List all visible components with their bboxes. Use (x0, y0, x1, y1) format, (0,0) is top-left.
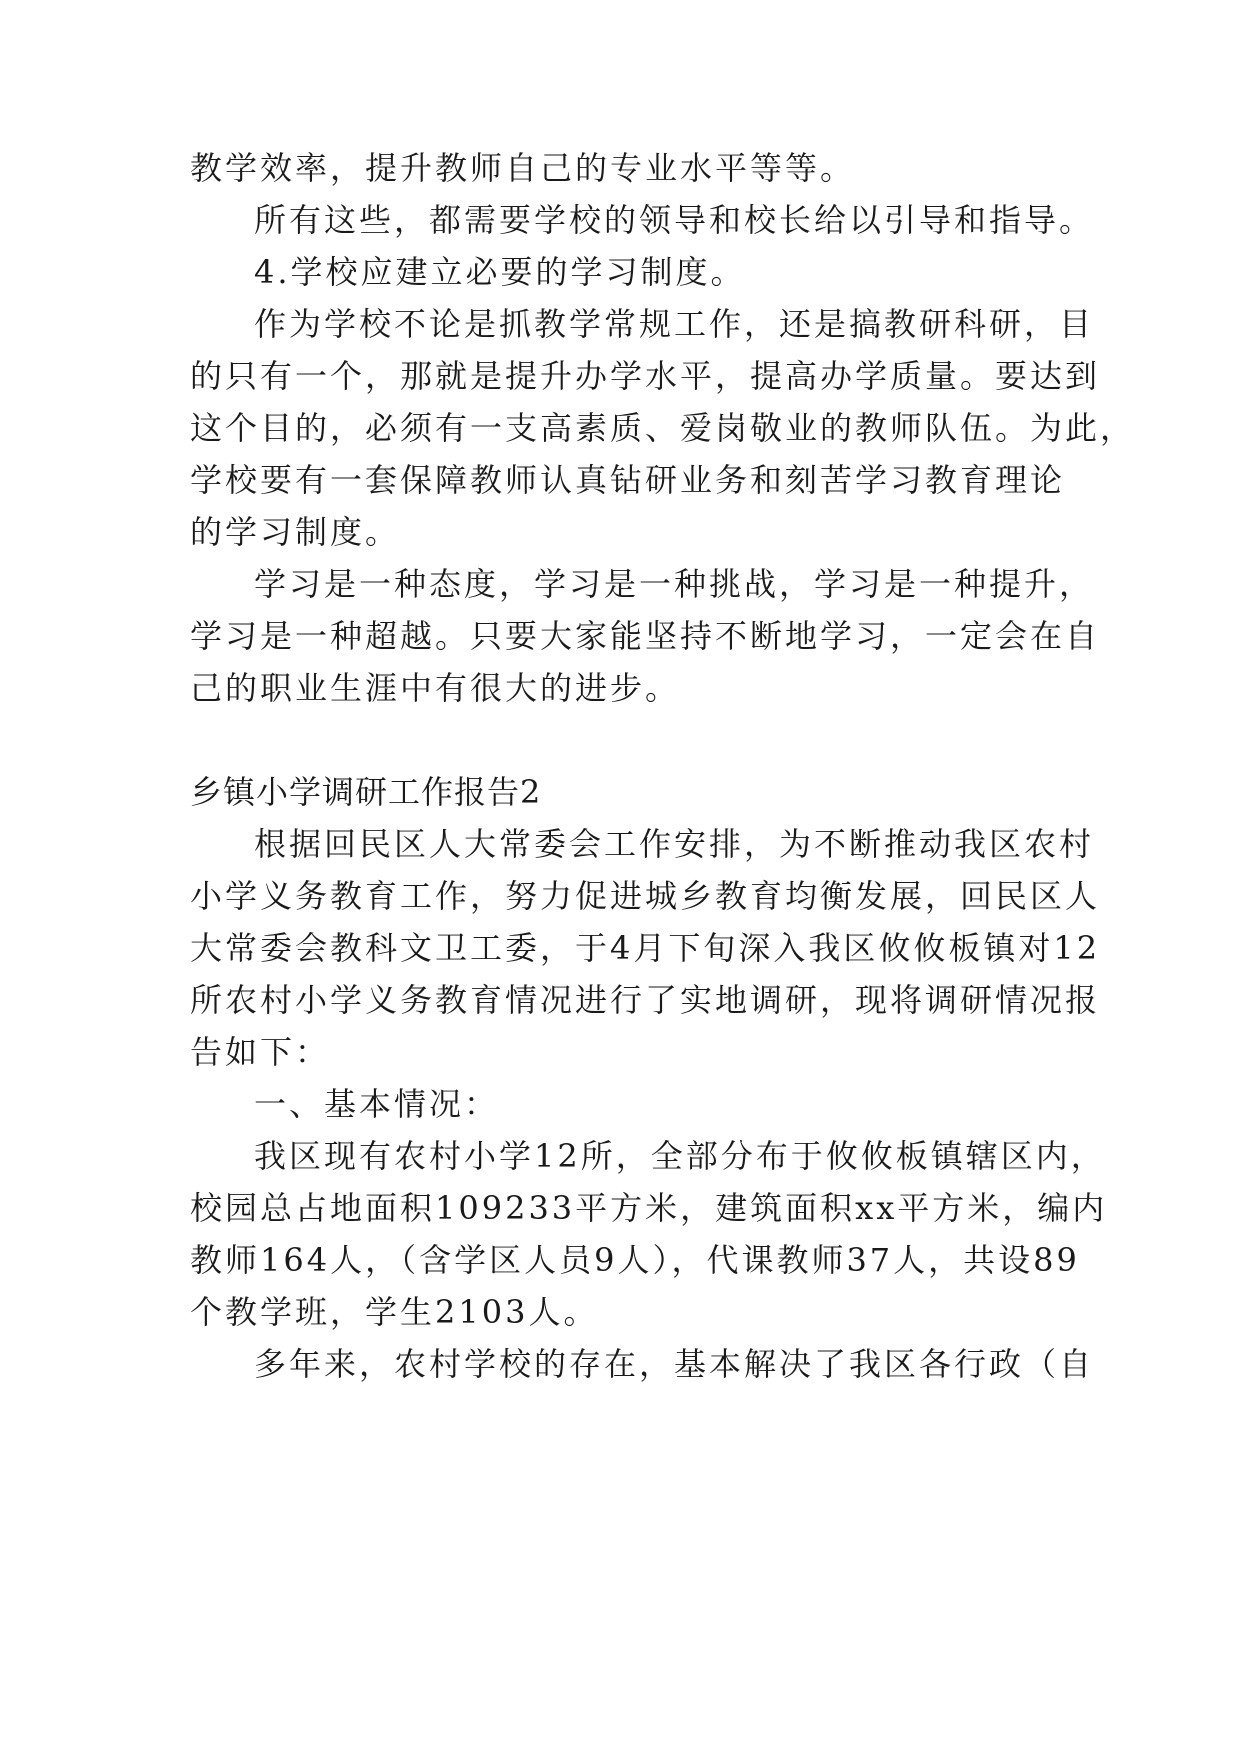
paragraph-line: 的只有一个，那就是提升办学水平，提高办学质量。要达到 (190, 357, 1101, 395)
paragraph-line: 教学效率，提升教师自己的专业水平等等。 (190, 149, 856, 187)
paragraph-line: 我区现有农村小学12所，全部分布于攸攸板镇辖区内， (254, 1137, 1106, 1175)
paragraph-line: 己的职业生涯中有很大的进步。 (190, 669, 681, 707)
paragraph-line: 所有这些，都需要学校的领导和校长给以引导和指导。 (254, 201, 1095, 239)
paragraph-line: 告如下： (190, 1033, 331, 1071)
paragraph-line: 多年来，农村学校的存在，基本解决了我区各行政（自 (254, 1345, 1095, 1383)
paragraph-line: 这个目的，必须有一支高素质、爱岗敬业的教师队伍。为此， (190, 409, 1136, 447)
subsection-heading: 一、基本情况： (254, 1085, 500, 1123)
paragraph-line: 校园总占地面积109233平方米，建筑面积xx平方米，编内 (190, 1189, 1108, 1227)
paragraph-line: 作为学校不论是抓教学常规工作，还是搞教研科研，目 (254, 305, 1095, 343)
paragraph-line: 学习是一种态度，学习是一种挑战，学习是一种提升， (254, 565, 1095, 603)
paragraph-line: 学习是一种超越。只要大家能坚持不断地学习，一定会在自 (190, 617, 1101, 655)
paragraph-line: 个教学班，学生2103人。 (190, 1293, 599, 1331)
section-title: 乡镇小学调研工作报告2 (190, 773, 542, 811)
list-item-heading: 4.学校应建立必要的学习制度。 (254, 253, 746, 291)
paragraph-line: 所农村小学义务教育情况进行了实地调研，现将调研情况报 (190, 981, 1101, 1019)
paragraph-line: 的学习制度。 (190, 513, 401, 551)
paragraph-line: 大常委会教科文卫工委，于4月下旬深入我区攸攸板镇对12 (190, 929, 1101, 967)
paragraph-line: 小学义务教育工作，努力促进城乡教育均衡发展，回民区人 (190, 877, 1101, 915)
paragraph-line: 教师164人，（含学区人员9人），代课教师37人，共设89 (190, 1241, 1080, 1279)
paragraph-line: 根据回民区人大常委会工作安排，为不断推动我区农村 (254, 825, 1095, 863)
paragraph-line: 学校要有一套保障教师认真钻研业务和刻苦学习教育理论 (190, 461, 1066, 499)
